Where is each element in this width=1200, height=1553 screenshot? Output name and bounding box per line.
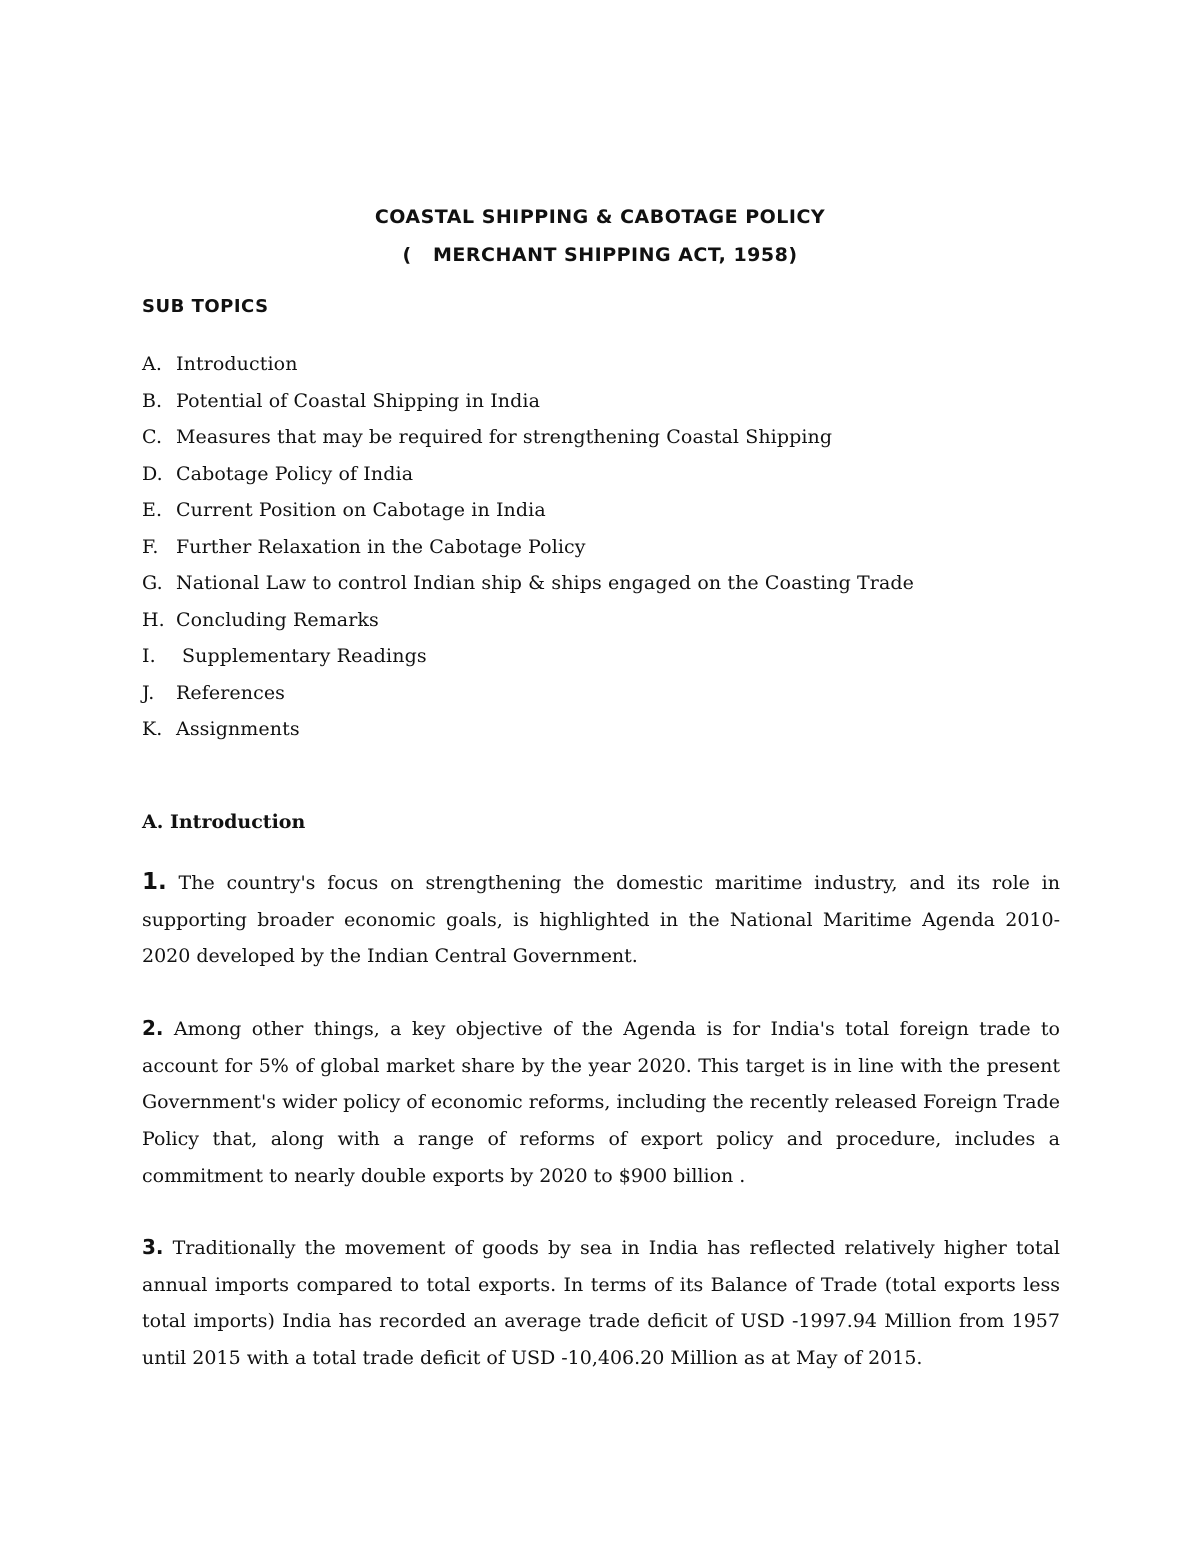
list-item-text: Further Relaxation in the Cabotage Policy xyxy=(176,535,586,558)
list-item xyxy=(142,678,914,715)
list-item-text: Measures that may be required for strengthening Coastal Shipping xyxy=(176,426,833,448)
list-item-letter: A. xyxy=(142,353,162,375)
title-block xyxy=(0,198,1200,274)
list-item xyxy=(142,495,914,532)
list-item-letter: H. xyxy=(142,608,165,631)
list-item-letter: C. xyxy=(142,426,163,448)
list-item xyxy=(142,714,914,751)
document-subtitle: ( MERCHANT SHIPPING ACT, 1958) xyxy=(402,244,798,266)
paragraph-text: Among other things, a key objective of the Agenda is for India's total foreign trade to account for 5% of global market share by the year 2020. This target is in line with the present Government's wider policy of economic reforms, including the recently released Foreign Trade Policy that, along with a range of reforms of export policy and procedure, includes a commitment to nearly double exports by 2020 to $900 billion . xyxy=(142,1018,1060,1187)
paragraph-text: The country's focus on strengthening the domestic maritime industry, and its role in supporting broader economic goals, is highlighted in the National Maritime Agenda 2010-2020 developed by the Indian Central Government. xyxy=(142,872,1060,968)
list-item-text: Current Position on Cabotage in India xyxy=(176,499,546,521)
list-item-text: Introduction xyxy=(176,353,298,375)
document-title: COASTAL SHIPPING & CABOTAGE POLICY xyxy=(374,206,826,228)
paragraph xyxy=(142,1010,1060,1195)
subtopics-heading: SUB TOPICS xyxy=(142,296,269,317)
paragraph-number: 2. xyxy=(142,1016,164,1040)
list-item-letter: E. xyxy=(142,499,163,521)
list-item xyxy=(142,568,914,605)
list-item-text: National Law to control Indian ship & ships engaged on the Coasting Trade xyxy=(176,572,915,594)
list-item-letter: B. xyxy=(142,389,163,412)
list-item-text: Concluding Remarks xyxy=(176,608,379,631)
list-item-text: References xyxy=(176,681,286,704)
list-item-text: Potential of Coastal Shipping in India xyxy=(176,389,541,412)
section-heading: A. Introduction xyxy=(142,811,306,833)
list-item xyxy=(142,532,914,569)
paragraph xyxy=(142,864,1060,975)
list-item xyxy=(142,349,914,386)
list-item xyxy=(142,422,914,459)
list-item xyxy=(142,605,914,642)
list-item-letter: F. xyxy=(142,535,159,558)
paragraph-number: 3. xyxy=(142,1235,164,1259)
list-item-letter: J. xyxy=(142,681,155,704)
list-item-letter: K. xyxy=(142,718,163,740)
list-item-text: Supplementary Readings xyxy=(182,645,427,667)
list-item-text: Assignments xyxy=(176,718,300,740)
paragraph xyxy=(142,1229,1060,1377)
subtopics-list xyxy=(142,349,914,751)
list-item-letter: I. xyxy=(142,645,156,667)
list-item xyxy=(142,641,914,678)
list-item xyxy=(142,459,914,496)
list-item-letter: G. xyxy=(142,572,163,594)
list-item xyxy=(142,386,914,423)
paragraph-text: Traditionally the movement of goods by sea in India has reflected relatively higher total annual imports compared to total exports. In terms of its Balance of Trade (total exports less total imports) India has recorded an average trade deficit of USD -1997.94 Million from 1957 until 2015 with a total trade deficit of USD -10,406.20 Million as at May of 2015. xyxy=(142,1237,1060,1370)
paragraph-number: 1. xyxy=(142,869,167,895)
list-item-text: Cabotage Policy of India xyxy=(176,462,414,485)
list-item-letter: D. xyxy=(142,462,163,485)
